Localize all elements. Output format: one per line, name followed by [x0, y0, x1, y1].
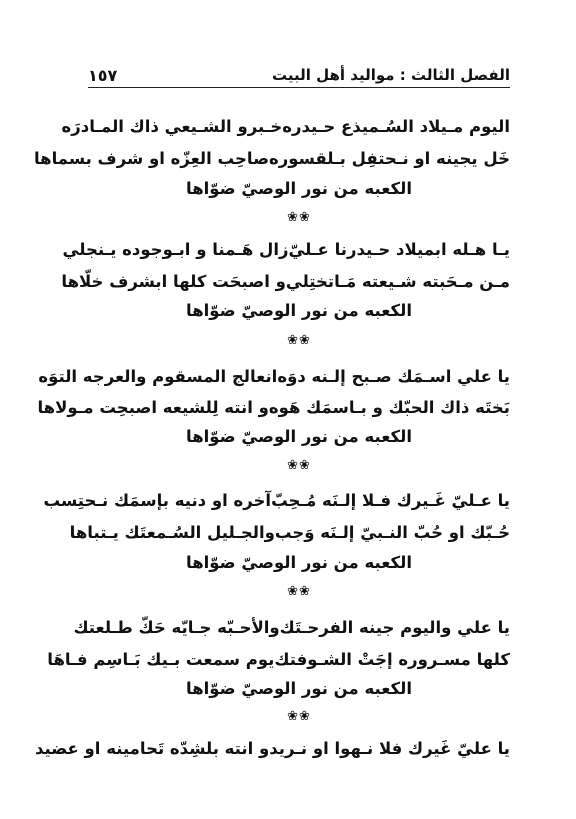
verse-first-hemistich: يا عليّ غَيرك فلا نـهوا او نـريد: [269, 738, 510, 758]
verse-first-hemistich: كلها مسـروره إجَتْ الشـوفتك: [274, 649, 510, 669]
verse-first-hemistich: حُـبّك او حُبّ النـبيّ إلـنَه وَجب: [274, 522, 510, 542]
verse-line: [33, 143, 510, 173]
refrain-line: الكعبه من نور الوصيّ ضوّاها: [186, 553, 412, 572]
section-ornament: ❀❀: [287, 210, 311, 225]
refrain-line: الكعبه من نور الوصيّ ضوّاها: [186, 301, 412, 320]
verse-first-hemistich: مـن مـحَبته شـيعته مَـاتختِلي: [285, 271, 510, 291]
refrain-line: الكعبه من نور الوصيّ ضوّاها: [186, 427, 412, 446]
chapter-title: الفصل الثالث : مواليد أهل البيت: [272, 66, 510, 84]
verse-second-hemistich: و انته لِلشيعه اصبحِت مـولاها: [37, 397, 269, 417]
refrain-line: الكعبه من نور الوصيّ ضوّاها: [186, 179, 412, 198]
verse-second-hemistich: صاحِب العِزّه او شرف بسماها: [33, 148, 270, 168]
verse-second-hemistich: انعالج المسقوم والعرجه التوَه: [38, 366, 278, 386]
verse-line: [43, 485, 510, 515]
verse-first-hemistich: خَل يجينه او نـحتفِل بـلقسوره: [269, 148, 510, 168]
verse-line: [37, 392, 510, 422]
verse-second-hemistich: يوم سمعت بـيك بَـاسِم فـاهَا: [47, 649, 275, 669]
verse-line: [47, 644, 510, 674]
verse-first-hemistich: يـا هـله ابميلاد حـيدرنا عـليّ: [288, 239, 510, 259]
verse-first-hemistich: بَختَه ذاك الحبّك و بـاسمَك هَوه: [268, 397, 510, 417]
verse-line: [69, 517, 510, 547]
verse-line: [61, 266, 510, 296]
verse-second-hemistich: خـبرو الشـيعي ذاك المـادرَه: [61, 116, 283, 136]
section-ornament: ❀❀: [287, 709, 311, 724]
verse-line: [62, 234, 510, 264]
verse-line: [73, 612, 510, 642]
verse-second-hemistich: زال هَـمنا و ابـوجوده يـنجلي: [62, 239, 289, 259]
verse-second-hemistich: والجـليل السُـمعتَك يـتباها: [69, 522, 275, 542]
section-ornament: ❀❀: [287, 333, 311, 348]
section-ornament: ❀❀: [287, 458, 311, 473]
verse-line: [61, 111, 510, 141]
verse-line: [35, 733, 510, 763]
verse-second-hemistich: والأحـبّه جـايّه حَكّ طـلعتك: [73, 617, 280, 637]
verse-first-hemistich: يا علي اسـمَك صـبح إلـنه دوَه: [277, 366, 510, 386]
verse-line: [38, 361, 510, 391]
refrain-line: الكعبه من نور الوصيّ ضوّاها: [186, 679, 412, 698]
verse-first-hemistich: يا عـليّ غَـيرك فـلا إلـنَه مُـحِبّ: [271, 490, 510, 510]
verse-second-hemistich: و اصبحَت كلها ابشرف خلّاها: [61, 271, 286, 291]
verse-first-hemistich: اليوم مـيلاد السُـميذع حـيدره: [282, 116, 510, 136]
verse-second-hemistich: و انته بلشِدّه تَحامينه او عضيد: [35, 738, 270, 758]
section-ornament: ❀❀: [287, 584, 311, 599]
header-rule: [88, 87, 510, 88]
verse-first-hemistich: يا علي واليوم جينه الفرحـتَك: [279, 617, 510, 637]
page-header: [88, 62, 510, 88]
page-number: ١٥٧: [88, 65, 118, 85]
verse-second-hemistich: آخره او دنيه بإسمَك نـحتِسب: [43, 490, 272, 510]
